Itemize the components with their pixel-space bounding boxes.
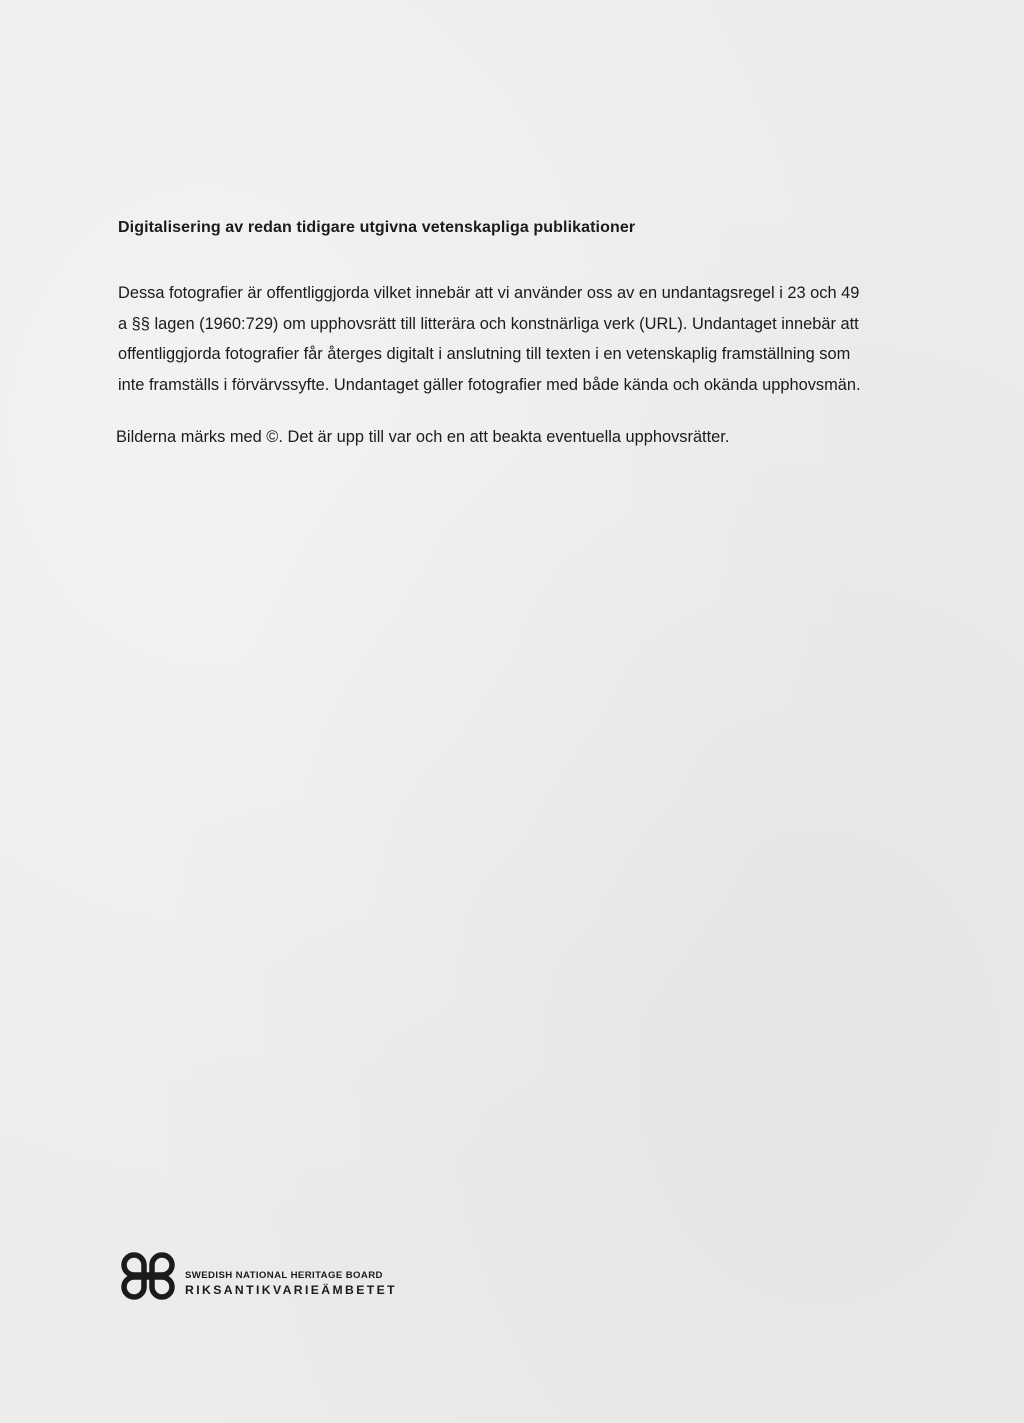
paragraph-line: offentliggjorda fotografier får återges digitalt i anslutning till texten i en vetenskaplig framställning som	[118, 345, 851, 364]
heritage-board-logo	[117, 1241, 397, 1309]
copyright-note: Bilderna märks med ©. Det är upp till var och en att beakta eventuella upphovsrätter.	[116, 428, 730, 446]
paragraph-line: Dessa fotografier är offentliggjorda vilket innebär att vi använder oss av en undantagsregel i 23 och 49	[118, 284, 860, 302]
document-heading: Digitalisering av redan tidigare utgivna vetenskapliga publikationer	[118, 219, 636, 236]
logo-name-english: SWEDISH NATIONAL HERITAGE BOARD	[185, 1270, 383, 1281]
logo-name-swedish: RIKSANTIKVARIEÄMBETET	[185, 1283, 397, 1297]
paragraph-line: a §§ lagen (1960:729) om upphovsrätt till litterära och konstnärliga verk (URL). Undantaget innebär att	[118, 314, 859, 333]
swedish-heritage-board-logo-icon	[117, 1241, 179, 1309]
document-paragraph	[118, 278, 928, 400]
logo-wordmark	[185, 1270, 397, 1298]
paragraph-line: inte framställs i förvärvssyfte. Undantaget gäller fotografier med både kända och okända upphovsmän.	[118, 375, 861, 394]
